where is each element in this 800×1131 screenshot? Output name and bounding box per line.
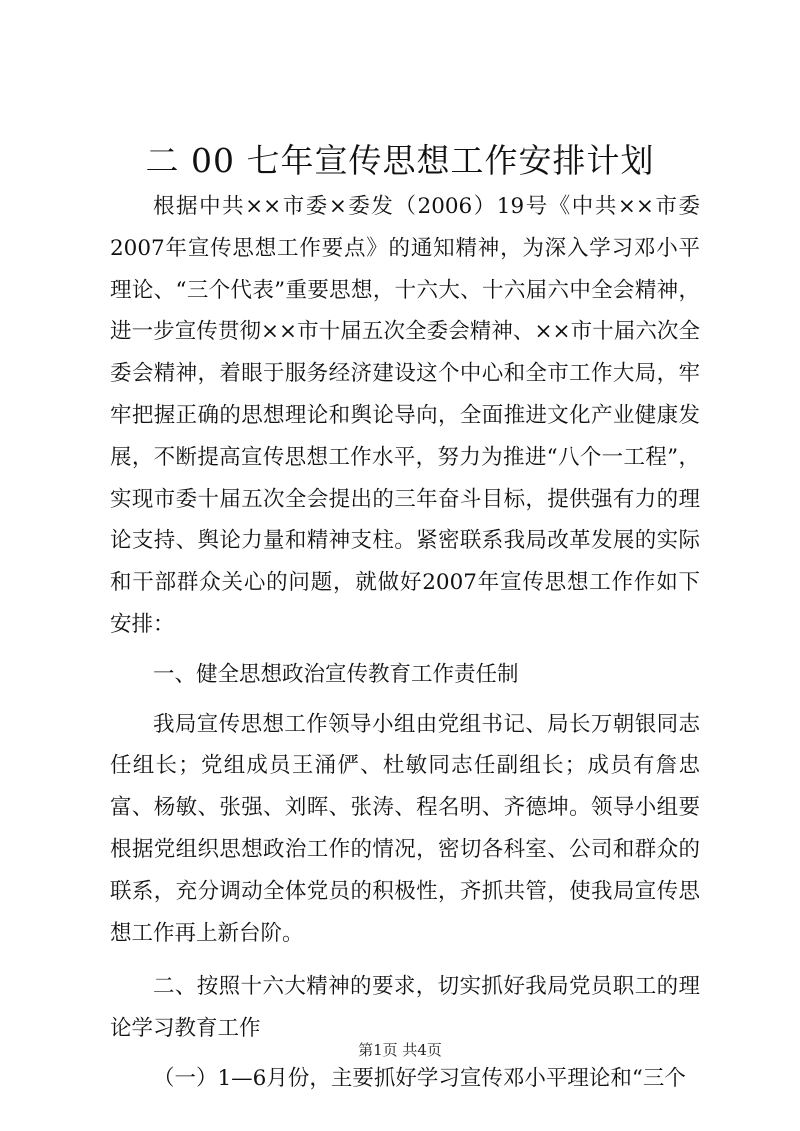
section-heading-1: 一、健全思想政治宣传教育工作责任制 — [153, 661, 519, 687]
paragraph-intro: 根据中共××市委×委发（2006）19号《中共××市委2007年宣传思想工作要点》的通知精神，为深入学习邓小平理论、“三个代表”重要思想，十六大、十六届六中全会精神，进一步宣传贯彻××市十届五次全委会精神、××市十届六次全委会精神，着眼于服务经济建设这个中心和全市工作大局，牢牢把握正确的思想理论和舆论导向，全面推进文化产业健康发展，不断提高宣传思想工作水平，努力为推进“八个一工程”，实现市委十届五次全会提出的三年奋斗目标，提供强有力的理论支持、舆论力量和精神支柱。紧密联系我局改革发展的实际和干部群众关心的问题，就做好2007年宣传思想工作作如下安排： — [110, 194, 700, 637]
document-body — [110, 186, 700, 1100]
page-number: 第1页 共4页 — [358, 1041, 442, 1059]
page-footer — [0, 1040, 800, 1060]
page-title: 二 00 七年宣传思想工作安排计划 — [145, 141, 655, 180]
section-heading-2: 二、按照十六大精神的要求，切实抓好我局党员职工的理论学习教育工作 — [110, 974, 700, 1042]
paragraph-subsection-1: （一）1—6月份，主要抓好学习宣传邓小平理论和“三个 — [153, 1065, 686, 1091]
paragraph-leadership: 我局宣传思想工作领导小组由党组书记、局长万朝银同志任组长；党组成员王涌俨、杜敏同志任副组长；成员有詹忠富、杨敏、张强、刘晖、张涛、程名明、齐德坤。领导小组要根据党组织思想政治工作的情况，密切各科室、公司和群众的联系，充分调动全体党员的积极性，齐抓共管，使我局宣传思想工作再上新台阶。 — [110, 711, 700, 946]
